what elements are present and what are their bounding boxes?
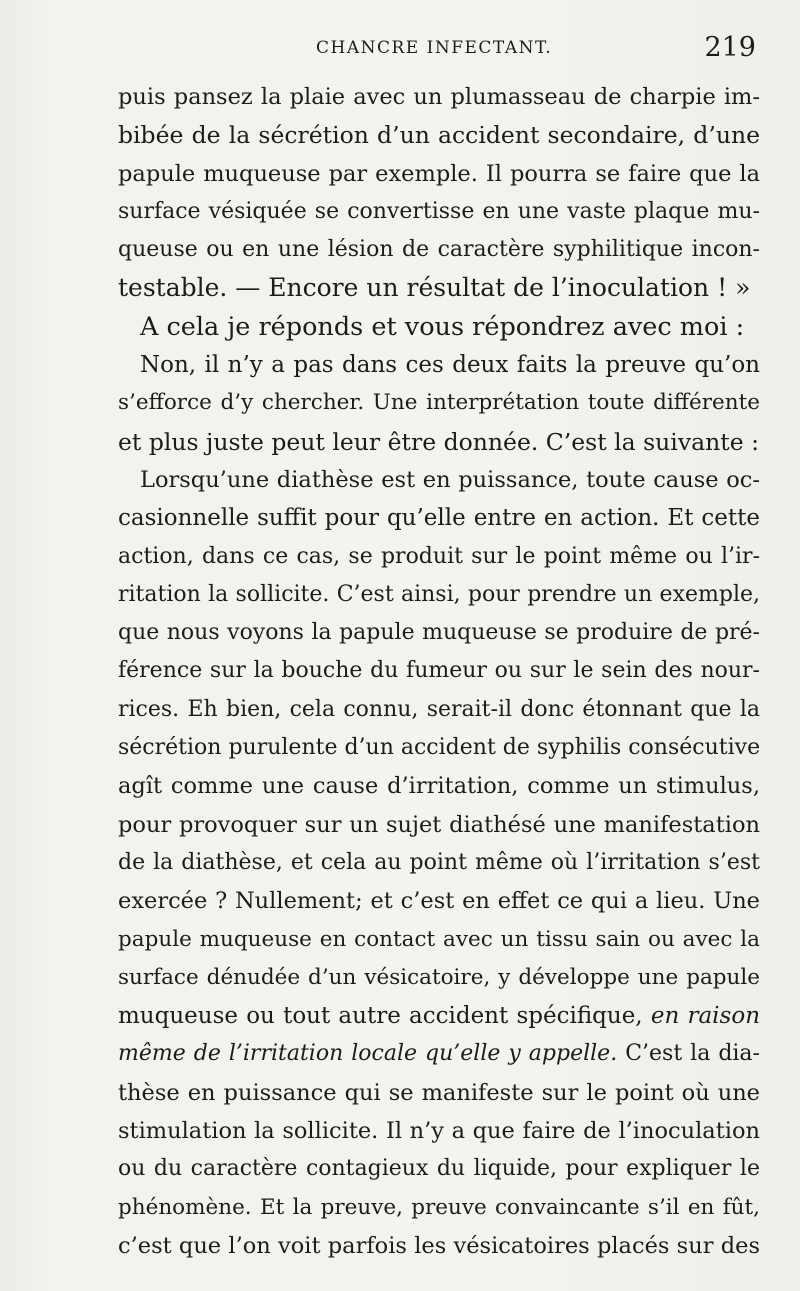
text-line: thèse en puissance qui se manifeste sur le point où une bbox=[118, 1079, 760, 1106]
text-line: et plus juste peut leur être donnée. C’est la suivante : bbox=[118, 427, 759, 456]
text-line: que nous voyons la papule muqueuse se produire de pré- bbox=[118, 620, 760, 646]
text-line: ritation la sollicite. C’est ainsi, pour prendre un exemple, bbox=[118, 581, 760, 607]
text-line: c’est que l’on voit parfois les vésicatoires placés sur des bbox=[118, 1232, 760, 1259]
text-line: papule muqueuse en contact avec un tissu sain ou avec la bbox=[118, 926, 760, 952]
text-line: stimulation la sollicite. Il n’y a que faire de l’inoculation bbox=[118, 1118, 760, 1145]
text-line: testable. — Encore un résultat de l’inoculation ! » bbox=[118, 273, 751, 303]
body-text bbox=[118, 78, 760, 1265]
running-head: CHANCRE INFECTANT. bbox=[316, 38, 553, 58]
text-line-mixed bbox=[118, 1035, 760, 1073]
italic-segment: en raison bbox=[650, 1003, 760, 1030]
text-line: Non, il n’y a pas dans ces deux faits la preuve qu’on bbox=[140, 352, 760, 379]
text-line: Lorsqu’une diathèse est en puissance, toute cause oc- bbox=[140, 466, 760, 493]
text-line: férence sur la bouche du fumeur ou sur le sein des nour- bbox=[118, 658, 760, 684]
text-line: exercée ? Nullement; et c’est en effet ce qui a lieu. Une bbox=[118, 888, 760, 915]
text-line: A cela je réponds et vous répondrez avec moi : bbox=[140, 311, 745, 342]
text-line: bibée de la sécrétion d’un accident secondaire, d’une bbox=[118, 121, 760, 150]
text-line: puis pansez la plaie avec un plumasseau de charpie im- bbox=[118, 84, 760, 110]
text-line: papule muqueuse par exemple. Il pourra se faire que la bbox=[118, 160, 760, 187]
text-line: agît comme une cause d’irritation, comme un stimulus, bbox=[118, 773, 760, 800]
text-line: phénomène. Et la preuve, preuve convaincante s’il en fût, bbox=[118, 1194, 760, 1220]
text-line: pour provoquer sur un sujet diathésé une manifestation bbox=[118, 811, 760, 838]
text-segment: C’est la dia- bbox=[625, 1041, 760, 1067]
text-segment: muqueuse ou tout autre accident spécifique, bbox=[118, 1003, 643, 1030]
text-line: casionnelle suffit pour qu’elle entre en action. Et cette bbox=[118, 505, 760, 532]
text-line: s’efforce d’y chercher. Une interprétation toute différente bbox=[118, 390, 760, 416]
text-line: sécrétion purulente d’un accident de syphilis consécutive bbox=[118, 735, 760, 761]
text-line: rices. Eh bien, cela connu, serait-il donc étonnant que la bbox=[118, 696, 760, 722]
text-line-mixed bbox=[118, 997, 760, 1035]
text-line: action, dans ce cas, se produit sur le point même ou l’ir- bbox=[118, 543, 760, 569]
text-line: queuse ou en une lésion de caractère syphilitique incon- bbox=[118, 237, 760, 263]
text-line: de la diathèse, et cela au point même où l’irritation s’est bbox=[118, 849, 760, 875]
text-line: surface dénudée d’un vésicatoire, y développe une papule bbox=[118, 964, 760, 990]
page-header bbox=[118, 32, 760, 68]
page-number: 219 bbox=[704, 32, 756, 63]
italic-segment: même de l’irritation locale qu’elle y appelle. bbox=[118, 1041, 618, 1067]
text-line: ou du caractère contagieux du liquide, pour expliquer le bbox=[118, 1156, 760, 1182]
text-line: surface vésiquée se convertisse en une vaste plaque mu- bbox=[118, 198, 760, 224]
